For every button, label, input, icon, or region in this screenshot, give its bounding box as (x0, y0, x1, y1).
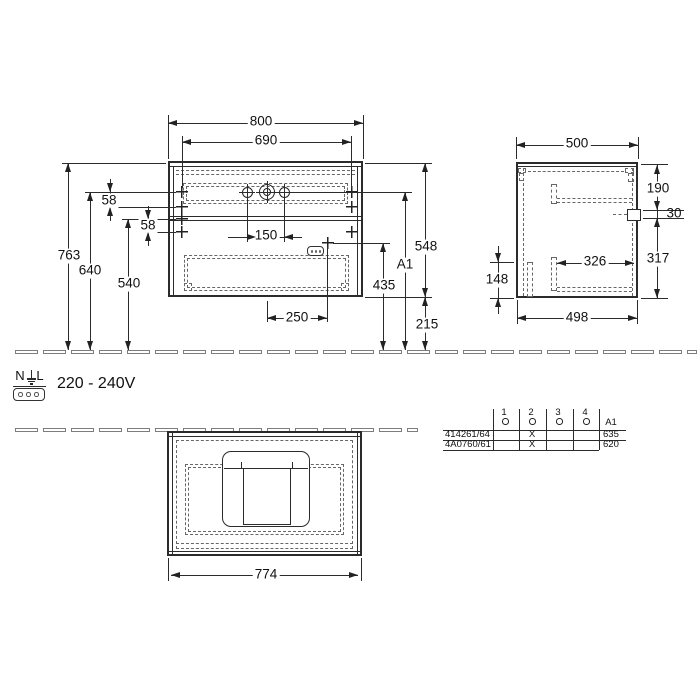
terminal-l-label: L (36, 367, 44, 383)
table-cell: X (528, 438, 536, 450)
dim-label-317: 317 (646, 250, 670, 266)
table-line (546, 409, 547, 450)
dim-label-690: 690 (254, 132, 278, 148)
tap-hole-option-icon (583, 418, 590, 425)
dim-label-763: 763 (57, 247, 81, 263)
dim-label-148: 148 (485, 271, 509, 287)
dim-label-190: 190 (646, 180, 670, 196)
table-part-number: 414261/64 (445, 428, 490, 440)
table-line (519, 409, 520, 450)
voltage-label: 220 - 240V (57, 375, 136, 393)
table-line (493, 409, 494, 450)
table-col-header: 2 (528, 406, 534, 418)
dim-label-250: 250 (285, 309, 309, 325)
tap-hole-option-icon (529, 418, 536, 425)
dim-label-150: 150 (254, 227, 278, 243)
dim-label-800: 800 (249, 113, 273, 129)
tap-hole-option-icon (502, 418, 509, 425)
table-a1-value: 620 (603, 438, 619, 450)
table-a1-header: A1 (605, 416, 617, 428)
table-cell: X (528, 428, 536, 440)
dim-label-215: 215 (415, 316, 439, 332)
table-part-number: 4A0760/61 (445, 438, 491, 450)
dim-label-58b: 58 (140, 217, 156, 233)
dim-label-774: 774 (254, 566, 278, 582)
dim-label-498: 498 (565, 309, 589, 325)
table-line (599, 409, 600, 450)
table-a1-value: 635 (603, 428, 619, 440)
table-col-header: 3 (555, 406, 561, 418)
dim-label-540: 540 (117, 275, 141, 291)
dim-label-A1: A1 (396, 256, 414, 272)
table-line (573, 409, 574, 450)
dim-label-500: 500 (565, 135, 589, 151)
tap-hole-option-icon (556, 418, 563, 425)
dim-label-30: 30 (666, 205, 682, 221)
dim-label-435: 435 (372, 277, 396, 293)
terminal-n-label: N (15, 367, 25, 383)
table-col-header: 1 (501, 406, 507, 418)
dim-label-58a: 58 (101, 192, 117, 208)
dim-label-326: 326 (583, 253, 607, 269)
dim-label-548: 548 (414, 238, 438, 254)
dim-label-640: 640 (78, 262, 102, 278)
table-col-header: 4 (582, 406, 588, 418)
